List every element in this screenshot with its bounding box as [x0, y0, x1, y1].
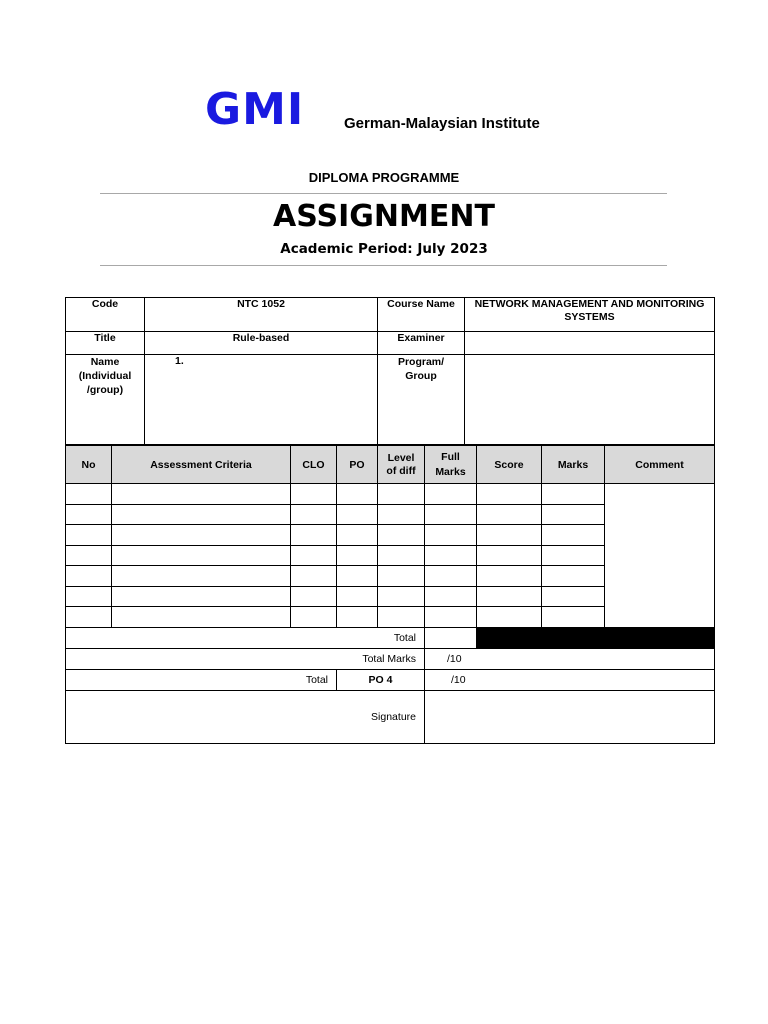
- no-cell[interactable]: [66, 586, 112, 607]
- clo-cell[interactable]: [291, 566, 337, 587]
- clo-cell[interactable]: [291, 607, 337, 628]
- level-cell[interactable]: [378, 566, 425, 587]
- title-label: Title: [66, 332, 145, 355]
- full-marks-cell[interactable]: [425, 545, 477, 566]
- gmi-logo: GMI: [205, 84, 305, 135]
- marks-cell[interactable]: [542, 607, 605, 628]
- criteria-cell[interactable]: [112, 504, 291, 525]
- course-name-label: Course Name: [378, 298, 465, 332]
- programme-heading: DIPLOMA PROGRAMME: [308, 170, 460, 185]
- clo-cell[interactable]: [291, 586, 337, 607]
- program-group-value[interactable]: [465, 355, 715, 445]
- header-no: No: [66, 446, 112, 484]
- po-cell[interactable]: [337, 545, 378, 566]
- full-marks-cell[interactable]: [425, 484, 477, 505]
- program-group-label: Program/ Group: [378, 355, 465, 445]
- marks-cell[interactable]: [542, 504, 605, 525]
- examiner-value[interactable]: [465, 332, 715, 355]
- po-total-label: Total: [66, 669, 337, 690]
- marks-cell[interactable]: [542, 484, 605, 505]
- po-cell[interactable]: [337, 566, 378, 587]
- code-label: Code: [66, 298, 145, 332]
- po-cell[interactable]: [337, 586, 378, 607]
- header-assessment-criteria: Assessment Criteria: [112, 446, 291, 484]
- header-marks: Marks: [542, 446, 605, 484]
- po-label: PO 4: [337, 669, 425, 690]
- no-cell[interactable]: [66, 566, 112, 587]
- header-level-of-diff: Level of diff: [378, 446, 425, 484]
- clo-cell[interactable]: [291, 484, 337, 505]
- score-cell[interactable]: [477, 525, 542, 546]
- total-row: [66, 627, 715, 648]
- criteria-cell[interactable]: [112, 607, 291, 628]
- title-value[interactable]: Rule-based: [145, 332, 378, 355]
- no-cell[interactable]: [66, 545, 112, 566]
- academic-period: Academic Period: July 2023: [280, 241, 488, 257]
- score-cell[interactable]: [477, 504, 542, 525]
- level-cell[interactable]: [378, 607, 425, 628]
- score-cell[interactable]: [477, 586, 542, 607]
- po-total-row: [66, 669, 715, 690]
- criteria-cell[interactable]: [112, 545, 291, 566]
- header-po: PO: [337, 446, 378, 484]
- criteria-cell[interactable]: [112, 525, 291, 546]
- info-table: [65, 297, 715, 445]
- no-cell[interactable]: [66, 607, 112, 628]
- marks-cell[interactable]: [542, 525, 605, 546]
- full-marks-cell[interactable]: [425, 566, 477, 587]
- level-cell[interactable]: [378, 525, 425, 546]
- full-marks-cell[interactable]: [425, 504, 477, 525]
- marks-cell[interactable]: [542, 566, 605, 587]
- comment-cell[interactable]: [605, 484, 715, 628]
- no-cell[interactable]: [66, 504, 112, 525]
- divider-bottom: [100, 265, 667, 266]
- table-row: [66, 484, 715, 505]
- divider-top: [100, 193, 667, 194]
- score-cell[interactable]: [477, 607, 542, 628]
- po-cell[interactable]: [337, 504, 378, 525]
- full-marks-cell[interactable]: [425, 607, 477, 628]
- clo-cell[interactable]: [291, 504, 337, 525]
- clo-cell[interactable]: [291, 545, 337, 566]
- code-value[interactable]: NTC 1052: [145, 298, 378, 332]
- marks-cell[interactable]: [542, 586, 605, 607]
- score-cell[interactable]: [477, 484, 542, 505]
- score-cell[interactable]: [477, 566, 542, 587]
- name-label: Name (Individual /group): [66, 355, 145, 445]
- header-score: Score: [477, 446, 542, 484]
- signature-label: Signature: [66, 690, 425, 743]
- header-full-marks: Full Marks: [425, 446, 477, 484]
- institute-name: German-Malaysian Institute: [344, 115, 540, 132]
- total-marks-row: [66, 648, 715, 669]
- examiner-label: Examiner: [378, 332, 465, 355]
- full-marks-cell[interactable]: [425, 586, 477, 607]
- no-cell[interactable]: [66, 484, 112, 505]
- po-cell[interactable]: [337, 484, 378, 505]
- level-cell[interactable]: [378, 484, 425, 505]
- total-blackout-cell: [477, 627, 715, 648]
- total-marks-label: Total Marks: [66, 648, 425, 669]
- no-cell[interactable]: [66, 525, 112, 546]
- full-marks-cell[interactable]: [425, 525, 477, 546]
- level-cell[interactable]: [378, 504, 425, 525]
- score-cell[interactable]: [477, 545, 542, 566]
- total-full-marks-cell[interactable]: [425, 627, 477, 648]
- total-label: Total: [66, 627, 425, 648]
- po-cell[interactable]: [337, 525, 378, 546]
- criteria-cell[interactable]: [112, 586, 291, 607]
- criteria-cell[interactable]: [112, 566, 291, 587]
- po-value[interactable]: /10: [425, 669, 715, 690]
- total-marks-value[interactable]: /10: [425, 648, 715, 669]
- marks-cell[interactable]: [542, 545, 605, 566]
- header-clo: CLO: [291, 446, 337, 484]
- document-title: ASSIGNMENT: [273, 199, 495, 234]
- table-header-row: [66, 446, 715, 484]
- signature-field[interactable]: [425, 690, 715, 743]
- level-cell[interactable]: [378, 586, 425, 607]
- po-cell[interactable]: [337, 607, 378, 628]
- course-name-value[interactable]: NETWORK MANAGEMENT AND MONITORING SYSTEMS: [465, 298, 715, 332]
- signature-row: [66, 690, 715, 743]
- header-comment: Comment: [605, 446, 715, 484]
- name-value[interactable]: 1.: [145, 355, 378, 445]
- assessment-table: [65, 445, 715, 744]
- criteria-cell[interactable]: [112, 484, 291, 505]
- level-cell[interactable]: [378, 545, 425, 566]
- clo-cell[interactable]: [291, 525, 337, 546]
